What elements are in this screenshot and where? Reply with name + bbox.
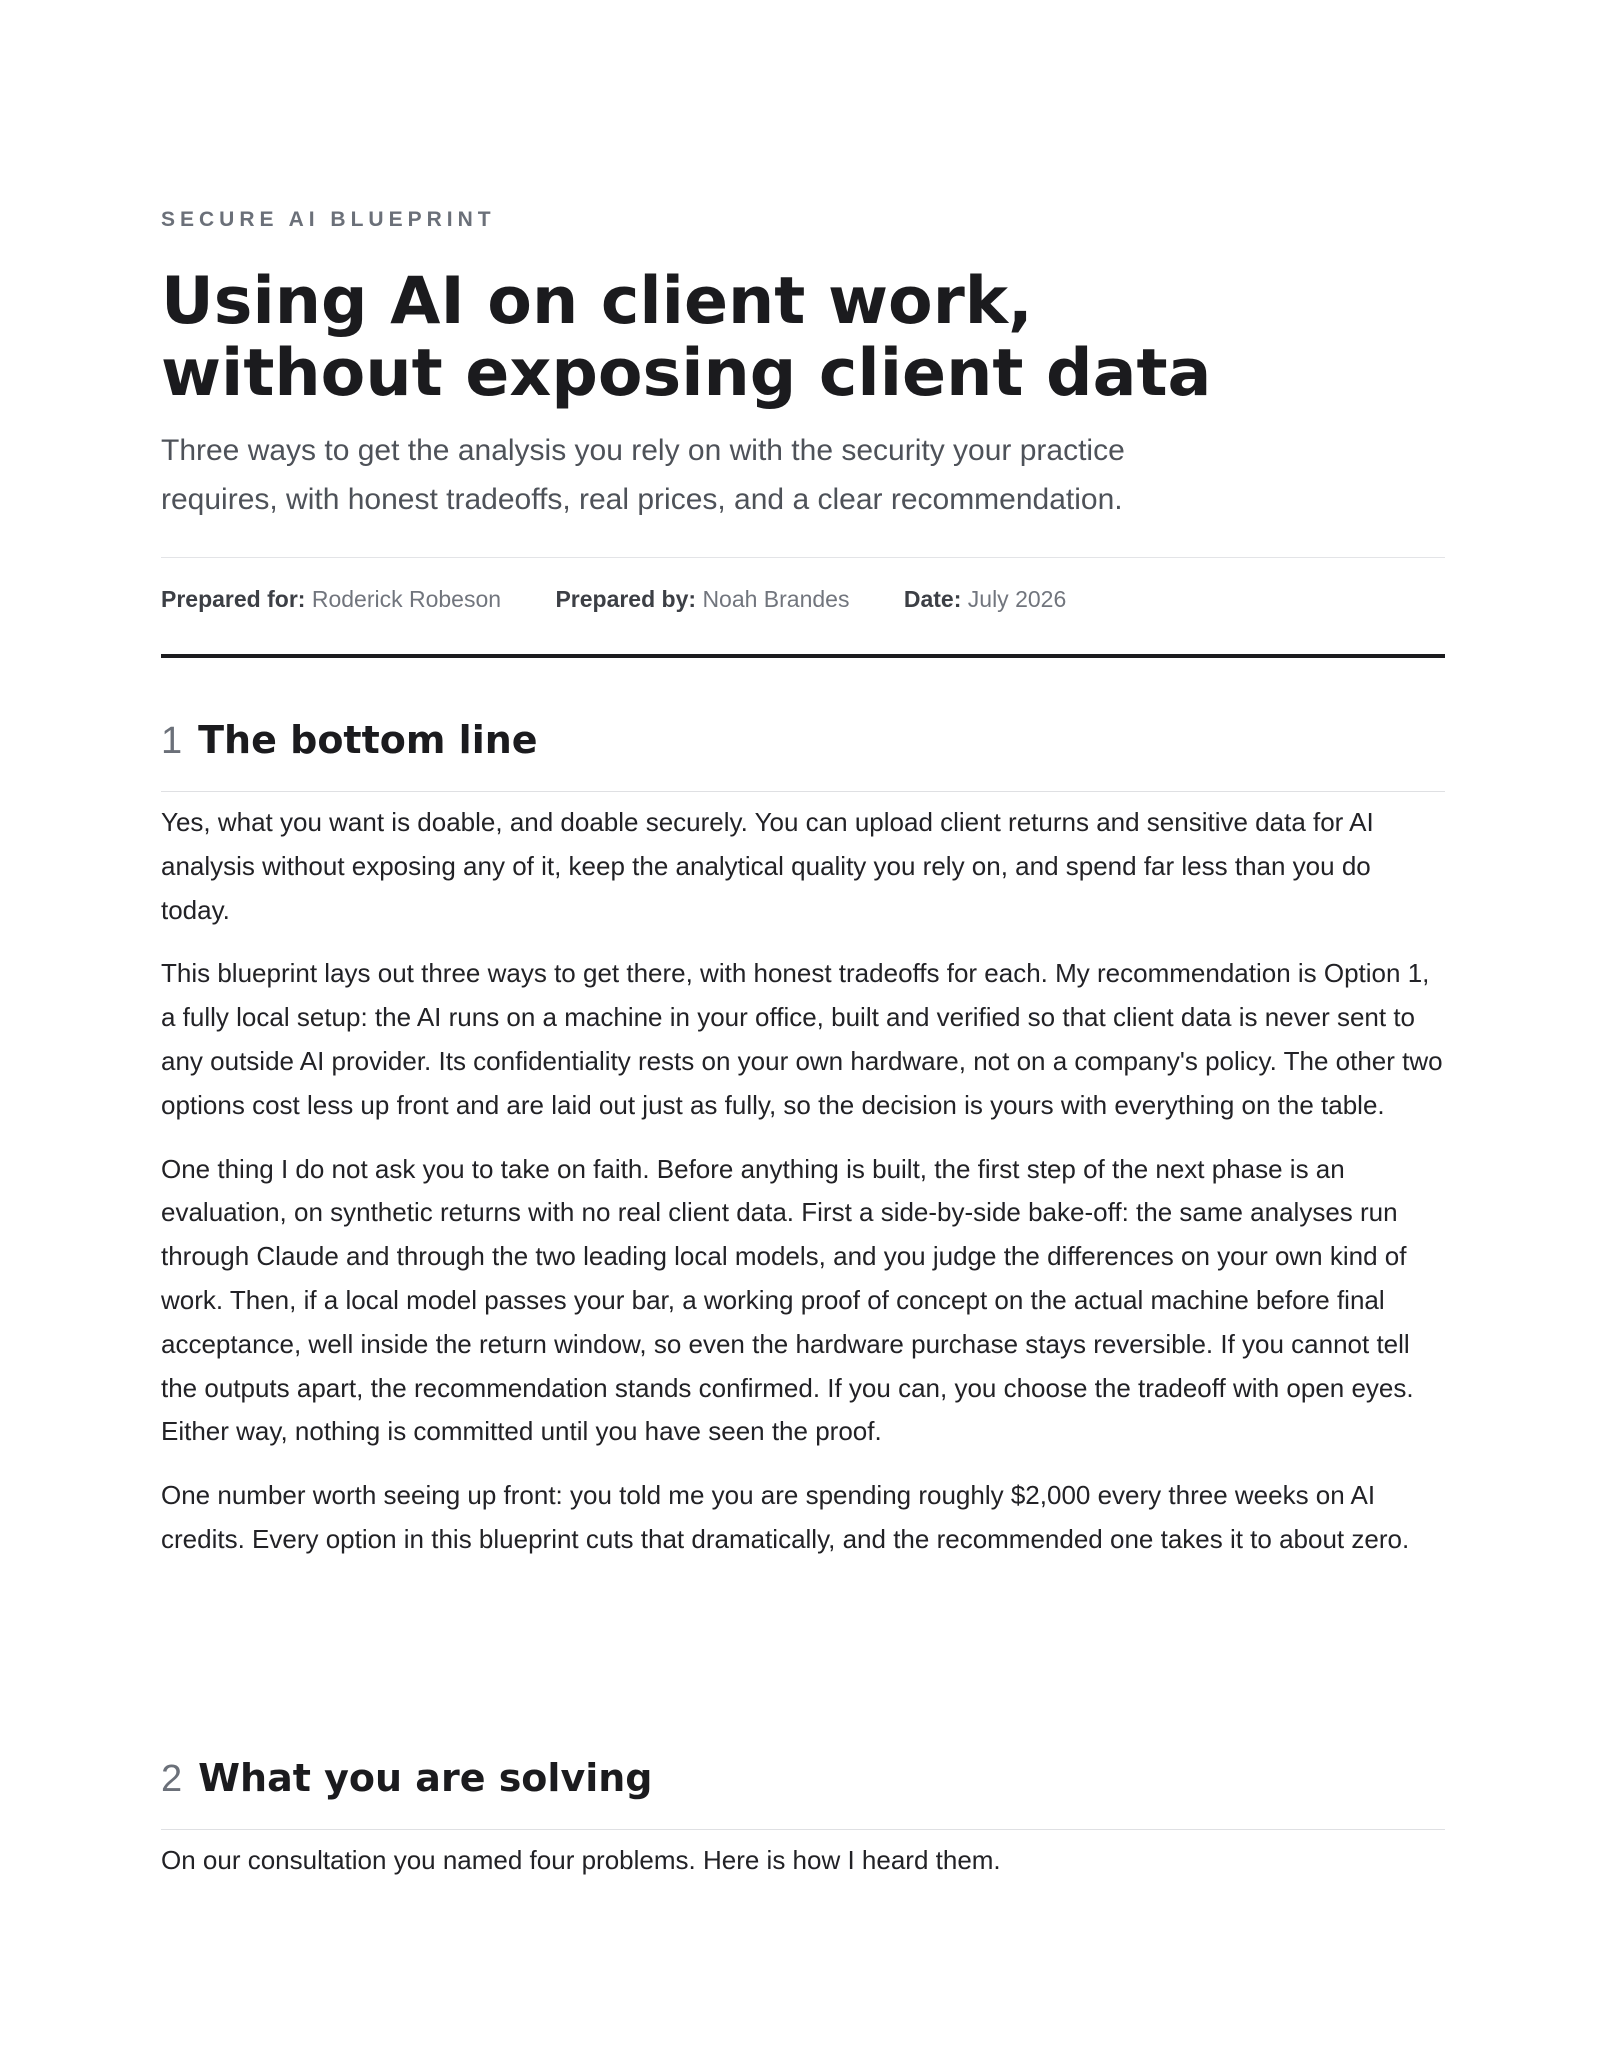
- header-bottom-rule: [161, 654, 1445, 658]
- meta-prepared-for-label: Prepared for:: [161, 586, 306, 612]
- meta-date-label: Date:: [903, 586, 962, 612]
- section-heading-1: [161, 718, 1445, 778]
- meta-prepared-by-label: Prepared by:: [555, 586, 697, 612]
- section-number: 1: [161, 720, 183, 762]
- document-meta: [161, 586, 1114, 613]
- meta-date: [904, 586, 1066, 613]
- section-heading-2: [161, 1756, 1445, 1816]
- document-title-line-1: Using AI on client work,: [161, 264, 1033, 339]
- document-eyebrow: SECURE AI BLUEPRINT: [161, 208, 496, 231]
- meta-prepared-for-value: Roderick Robeson: [311, 586, 502, 612]
- document-title: [161, 266, 1445, 410]
- section-divider: [161, 791, 1445, 792]
- document-subtitle: Three ways to get the analysis you rely on with the security your practice requires, with honest tradeoffs, real prices, and a clear recommendation.: [161, 434, 1125, 516]
- header-divider: [161, 557, 1445, 558]
- section-body-2: [161, 1839, 1445, 1903]
- document-title-line-2: without exposing client data: [161, 336, 1212, 411]
- meta-prepared-for: [161, 586, 501, 613]
- body-paragraph: One number worth seeing up front: you told me you are spending roughly $2,000 every three weeks on AI credits. Every option in this blueprint cuts that dramatically, and the recommended one takes it to about zero.: [161, 1480, 1410, 1554]
- body-paragraph: Yes, what you want is doable, and doable securely. You can upload client returns and sensitive data for AI analysis without exposing any of it, keep the analytical quality you rely on, and spend far less than you do today.: [161, 807, 1374, 925]
- section-divider: [161, 1829, 1445, 1830]
- section-number: 2: [161, 1758, 183, 1800]
- meta-prepared-by: [555, 586, 849, 613]
- meta-date-value: July 2026: [967, 586, 1067, 612]
- meta-prepared-by-value: Noah Brandes: [702, 586, 850, 612]
- section-title: What you are solving: [198, 1756, 653, 1800]
- section-title: The bottom line: [198, 718, 538, 762]
- body-paragraph: On our consultation you named four problems. Here is how I heard them.: [161, 1845, 1001, 1875]
- section-body-1: [161, 801, 1445, 1582]
- body-paragraph: One thing I do not ask you to take on faith. Before anything is built, the first step of the next phase is an evaluation, on synthetic returns with no real client data. First a side-by-side bake-off: the same analyses run through Claude and through the two leading local models, and you judge the differences on your own kind of work. Then, if a local model passes your bar, a working proof of concept on the actual machine before final acceptance, well inside the return window, so even the hardware purchase stays reversible. If you cannot tell the outputs apart, the recommendation stands confirmed. If you can, you choose the tradeoff with open eyes. Either way, nothing is committed until you have seen the proof.: [161, 1153, 1414, 1447]
- body-paragraph: This blueprint lays out three ways to get there, with honest tradeoffs for each. My recommendation is Option 1, a fully local setup: the AI runs on a machine in your office, built and verified so that client data is never sent to any outside AI provider. Its confidentiality rests on your own hardware, not on a company's policy. The other two options cost less up front and are laid out just as fully, so the decision is yours with everything on the table.: [161, 958, 1443, 1120]
